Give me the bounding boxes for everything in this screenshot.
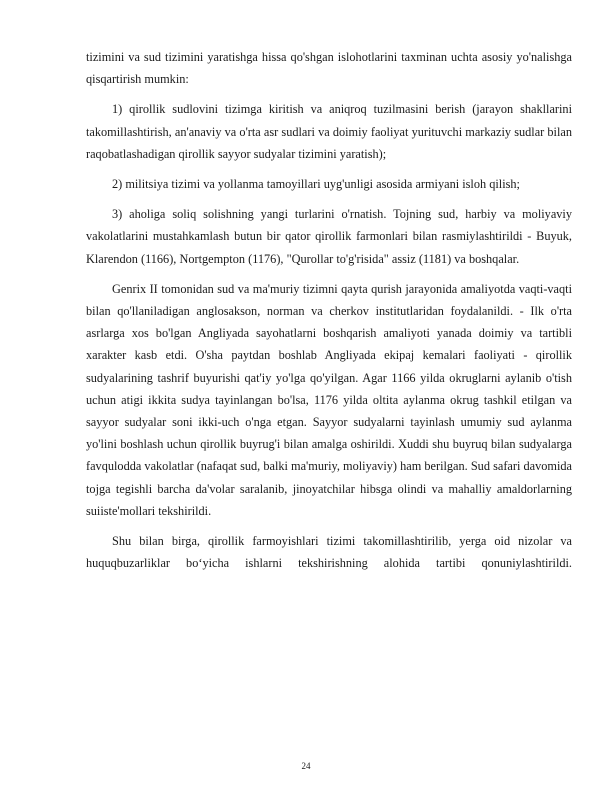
document-page: [86, 46, 572, 582]
page-number: 24: [301, 761, 311, 771]
paragraph-5: Genrix II tomonidan sud va ma'muriy tizimni qayta qurish jarayonida amaliyotda vaqti-vaqti bilan qo'llaniladigan anglosakson, norman va cherkov institutlaridan foydalanildi. - Ilk o'rta asrlarga xos bo'lgan Angliyada sayohatlarni boshqarish amaliyoti yanada doimiy va tartibli xarakter kasb etdi. O'sha paytdan boshlab Angliyada ekipaj kemalari faoliyati - qirollik sudyalarining tashrif buyurishi qat'iy yo'lga qo'yilgan. Agar 1166 yilda okruglarni aylanib o'tish uchun atigi ikkita sudya tayinlangan bo'lsa, 1176 yilda oltita aylanma okrug tashkil etilgan va sayyor sudyalar soni ikki-uch o'nga etgan. Sayyor sudyalarni tayinlash umumiy sud aylanma yo'lini boshlash uchun qirollik buyrug'i bilan amalga oshirildi. Xuddi shu buyruq bilan sudyalarga favqulodda vakolatlar (nafaqat sud, balki ma'muriy, moliyaviy) ham berilgan. Sud safari davomida tojga tegishli barcha da'volar saralanib, jinoyatchilar hibsga olindi va mahalliy amaldorlarning suiiste'mollari tekshirildi.: [86, 281, 572, 518]
paragraph-1: tizimini va sud tizimini yaratishga hissa qo'shgan islohotlarini taxminan uchta asosiy yo'nalishga qisqartirish mumkin:: [86, 50, 572, 87]
paragraph-4: 3) aholiga soliq solishning yangi turlarini o'rnatish. Tojning sud, harbiy va moliyaviy vakolatlarini mustahkamlash butun bir qator qirollik farmonlari bilan rasmiylashtirildi - Buyuk, Klarendon (1166), Nortgempton (1176), "Qurollar to'g'risida" assiz (1181) va boshqalar.: [86, 207, 572, 266]
paragraph-2: 1) qirollik sudlovini tizimga kiritish va aniqroq tuzilmasini berish (jarayon shakllarini takomillashtirish, an'anaviy va o'rta asr sudlari va doimiy faoliyat yurituvchi markaziy sudlar bilan raqobatlashadigan qirollik sayyor sudyalar tizimini yaratish);: [86, 102, 572, 161]
paragraph-6: Shu bilan birga, qirollik farmoyishlari tizimi takomillashtirilib, yerga oid nizolar va huquqbuzarliklar bo‘yicha ishlarni tekshirishning alohida tartibi qonuniylashtirildi.: [86, 534, 572, 571]
paragraph-3: 2) militsiya tizimi va yollanma tamoyillari uyg'unligi asosida armiyani isloh qilish;: [112, 177, 520, 192]
